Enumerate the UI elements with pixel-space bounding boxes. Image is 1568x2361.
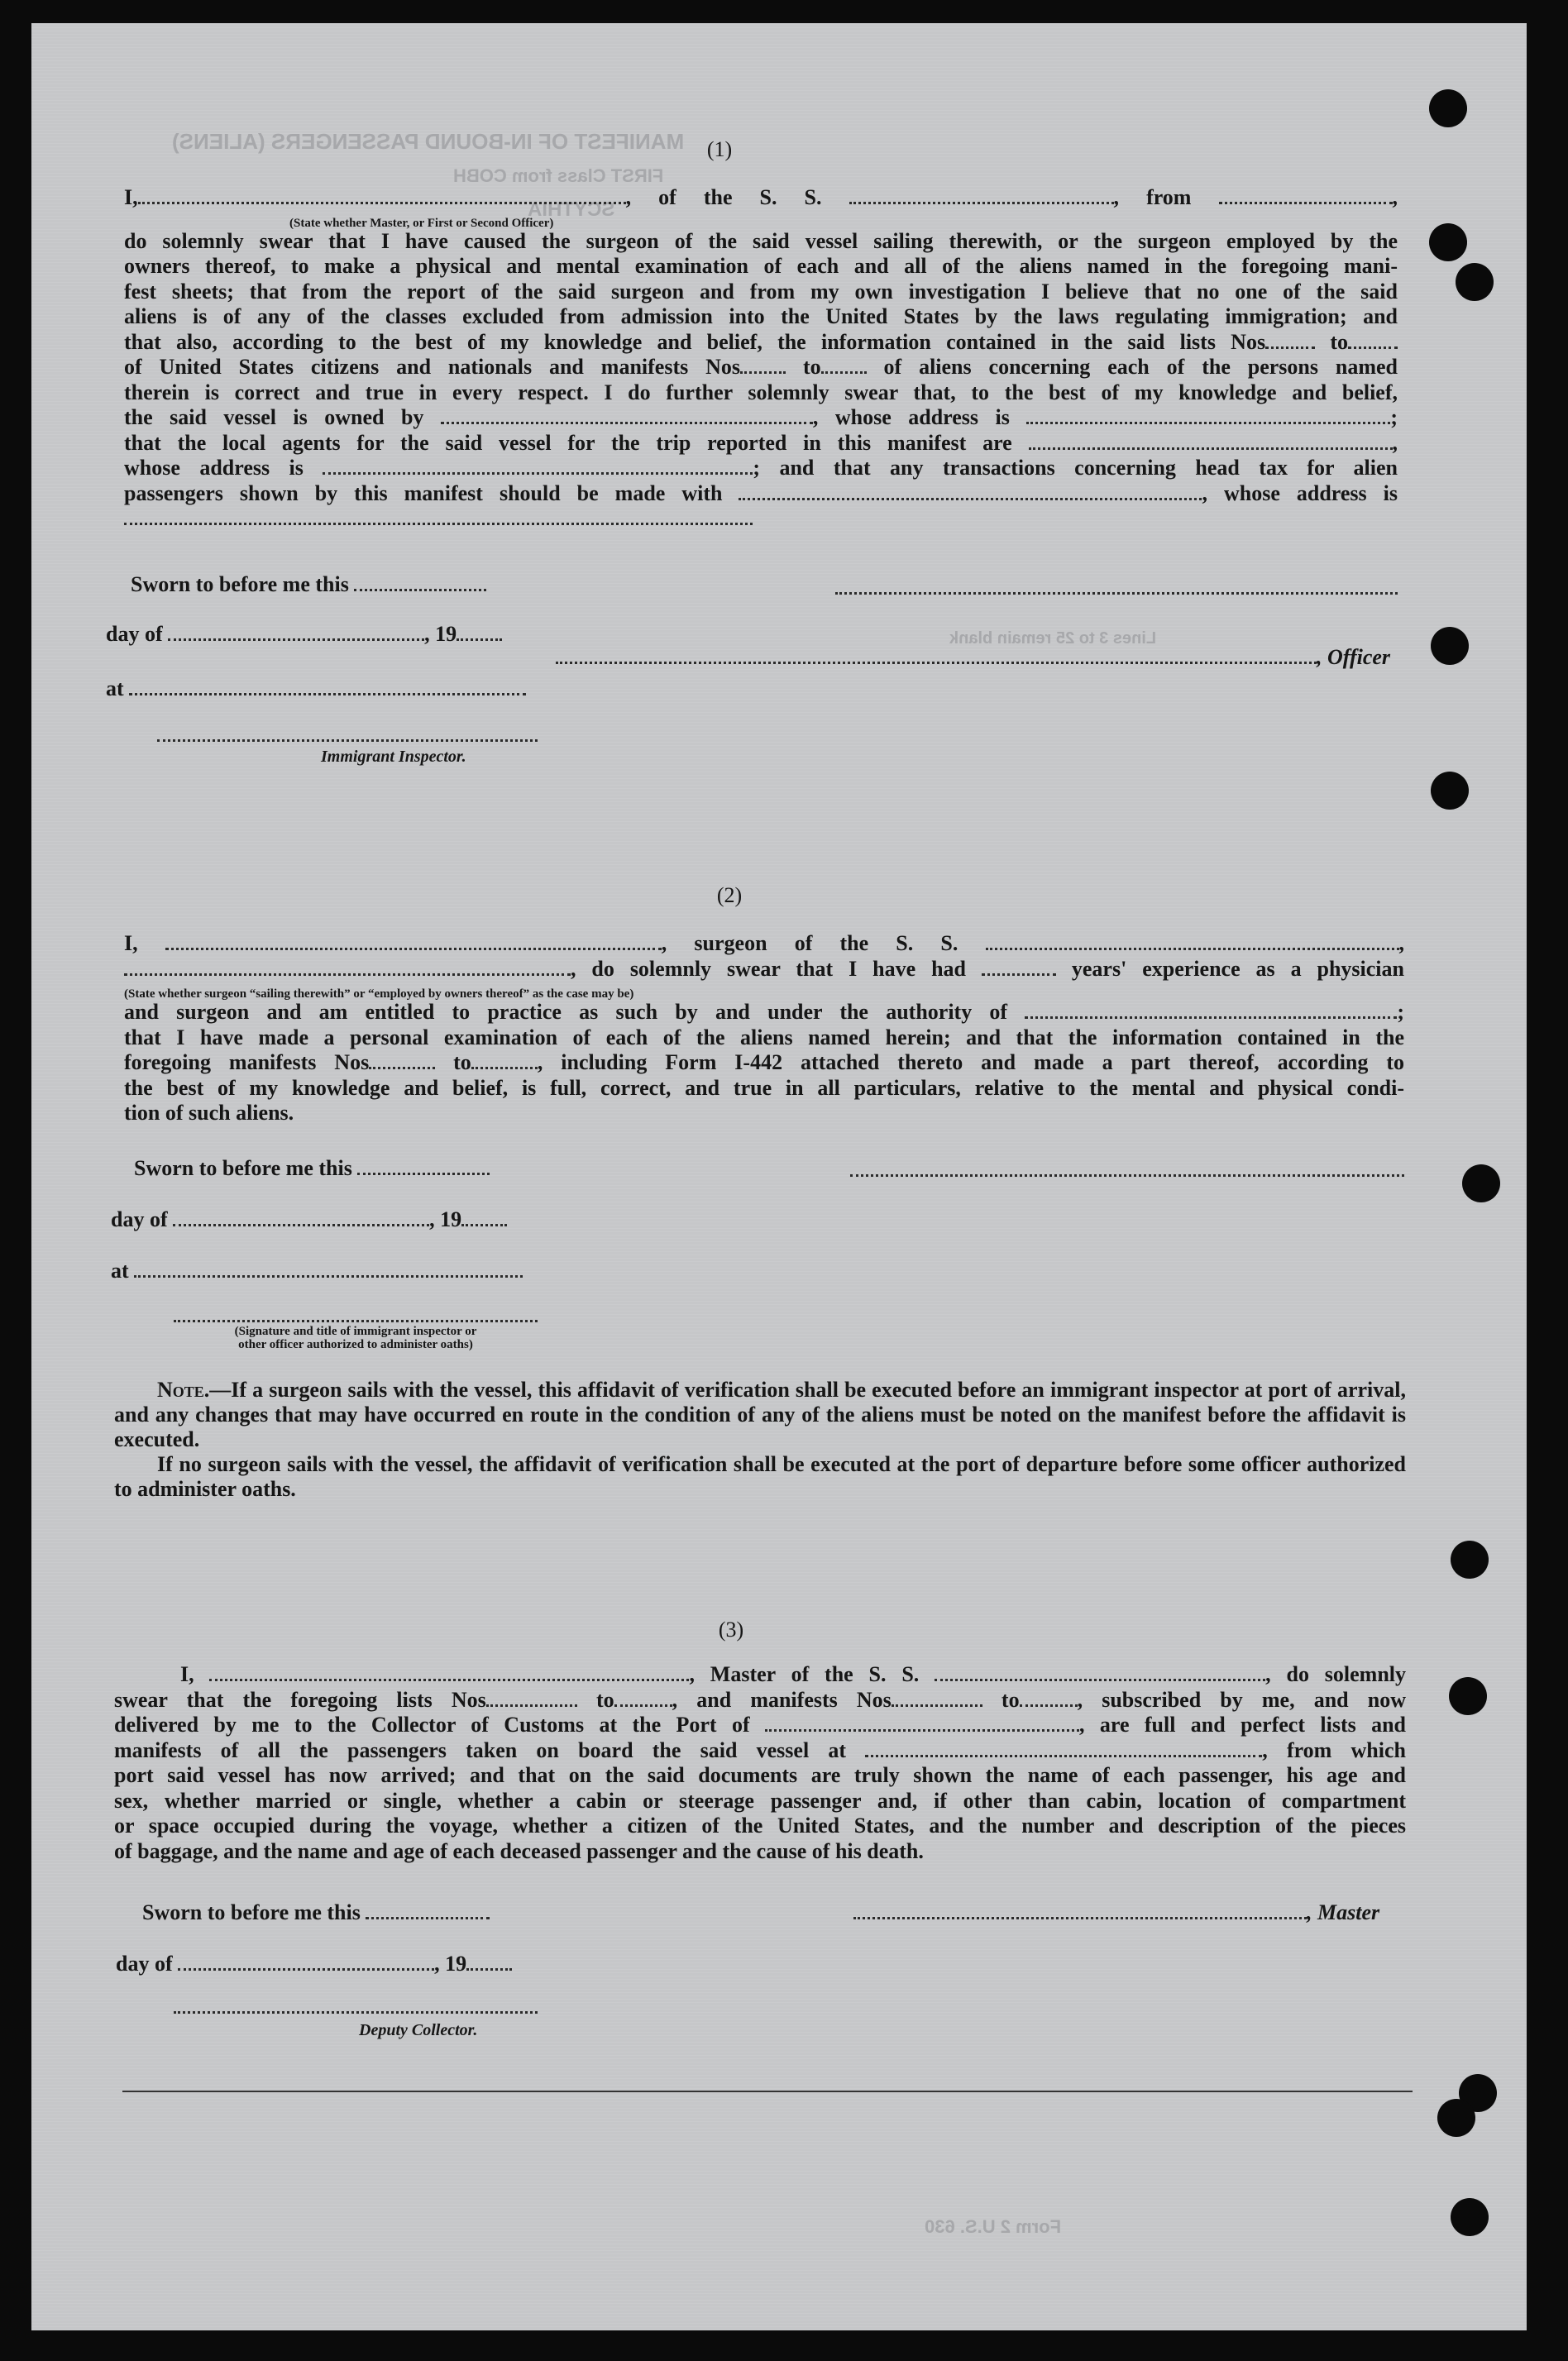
year-field[interactable]	[457, 624, 502, 641]
section-2-line-1: I, , surgeon of the S. S. ,	[124, 931, 1404, 955]
administering-officer-signature-line[interactable]	[174, 1320, 538, 1322]
section-1-day-of: day of , 19	[106, 622, 502, 647]
surgeon-note: Note.—If a surgeon sails with the vessel, this affidavit of verification shall be executed before an immigrant inspector at port of arrival, and any changes that may have occurred en route in the condition of any of the aliens must be noted on the manifest before the affidavit is executed.	[114, 1378, 1406, 1451]
place-field[interactable]	[134, 1260, 523, 1278]
place-field[interactable]	[129, 678, 526, 695]
section-2-line-6: the best of my knowledge and belief, is full, correct, and true in all particulars, relative to the mental and physical condi-	[124, 1075, 1404, 1100]
section-3-line-7: or space occupied during the voyage, whether a citizen of the United States, and the number and description of the pieces	[114, 1814, 1406, 1838]
port-of-delivery-field[interactable]	[765, 1714, 1079, 1732]
section-1-line-6: aliens is of any of the classes excluded from admission into the United States by the laws regulating immigration; and	[124, 304, 1398, 328]
faded-manifest-title: MANIFEST OF IN-BOUND PASSENGERS (ALIENS)	[172, 129, 685, 154]
section-3-line-1: I, , Master of the S. S. , do solemnly	[180, 1662, 1406, 1686]
years-experience-field[interactable]	[982, 958, 1056, 976]
name-field[interactable]	[138, 187, 626, 204]
section-2-paragraph	[124, 931, 1404, 1126]
section-2-line-3: and surgeon and am entitled to practice as such by and under the authority of ;	[124, 1000, 1404, 1024]
sworn-day-field[interactable]	[357, 1158, 490, 1175]
year-field[interactable]	[461, 1209, 507, 1226]
manifests-from-field[interactable]	[740, 356, 786, 374]
month-field[interactable]	[173, 1209, 429, 1226]
section-3-line-8: of baggage, and the name and age of each deceased passenger and the cause of his death.	[114, 1838, 924, 1863]
section-1-line-9: therein is correct and true in every respect. I do further solemnly swear that, to the best of my knowledge and belief,	[124, 380, 1398, 404]
section-3-sworn-label: Sworn to before me this	[142, 1900, 490, 1925]
section-1-line-12: whose address is ; and that any transactions concerning head tax for alien	[124, 456, 1398, 480]
manifests-to-field[interactable]	[821, 356, 867, 374]
section-2-sworn-label: Sworn to before me this	[134, 1156, 490, 1181]
section-1-line-14	[124, 506, 1398, 531]
section-1-line-13: passengers shown by this manifest should be made with , whose address is	[124, 480, 1398, 505]
section-1-line-5: fest sheets; that from the report of the said surgeon and from my own investigation I believe that no one of the said	[124, 279, 1398, 303]
section-1-number: (1)	[706, 137, 733, 161]
binder-hole	[1429, 89, 1467, 127]
section-1-line-7: that also, according to the best of my knowledge and belief, the information contained in the said lists Nos to	[124, 330, 1398, 356]
binder-hole	[1431, 627, 1469, 665]
no-surgeon-note: If no surgeon sails with the vessel, the affidavit of verification shall be executed at the port of departure before some officer authorized to administer oaths.	[114, 1452, 1406, 1501]
section-1-at: at	[106, 676, 526, 701]
year-field[interactable]	[466, 1953, 512, 1971]
officer-line: , Officer	[556, 645, 1390, 670]
section-3-line-5: port said vessel has now arrived; and that on the said documents are truly shown the name of each passenger, his age and	[114, 1763, 1406, 1787]
section-3-line-6: sex, whether married or single, whether a cabin or steerage passenger and, if other than cabin, location of compartment	[114, 1788, 1406, 1813]
port-from-field[interactable]	[1219, 187, 1393, 204]
officer-signature-line[interactable]	[835, 592, 1398, 595]
faded-form-number: Form 2 U.S. 630	[925, 2216, 1062, 2237]
lists-from-field[interactable]	[1265, 332, 1315, 349]
surgeon-manifests-from-field[interactable]	[369, 1052, 435, 1069]
binder-hole	[1451, 2198, 1489, 2236]
section-2-line-5: foregoing manifests Nos to , including Form I-442 attached thereto and made a part thereof, according to	[124, 1050, 1404, 1074]
authority-field[interactable]	[1025, 1001, 1397, 1019]
faded-vessel-name: SCYTHIA	[528, 198, 615, 221]
section-3-line-2: swear that the foregoing lists Nos to , and manifests Nos to , subscribed by me, and now	[114, 1687, 1406, 1712]
section-1-sworn-label: Sworn to before me this	[131, 572, 486, 597]
officer-signature-field[interactable]	[556, 647, 1317, 664]
section-3-line-3: delivered by me to the Collector of Customs at the Port of , are full and perfect lists and	[114, 1713, 1406, 1737]
deputy-collector-caption: Deputy Collector.	[359, 2021, 478, 2039]
section-3-number: (3)	[718, 1618, 744, 1642]
surgeon-vessel-field[interactable]	[986, 933, 1399, 950]
master-manifests-from-field[interactable]	[892, 1690, 982, 1707]
section-2-number: (2)	[716, 883, 743, 907]
section-1-line-10: the said vessel is owned by , whose address is ;	[124, 405, 1398, 429]
manifest-verification-page	[31, 23, 1527, 2330]
lists-to-field[interactable]	[1348, 332, 1398, 349]
port-of-embarkation-field[interactable]	[865, 1740, 1262, 1757]
agents-field[interactable]	[1029, 433, 1393, 450]
section-2-line-2: , do solemnly swear that I have had years' experience as a physician	[124, 957, 1404, 982]
section-2-line-4: that I have made a personal examination of each of the aliens named herein; and that the information contained in the	[124, 1025, 1404, 1049]
section-1-caption-line	[124, 211, 1398, 229]
vessel-field[interactable]	[849, 187, 1114, 204]
binder-hole	[1449, 1677, 1487, 1715]
officer-rank-caption: (State whether Master, or First or Second Officer)	[289, 216, 554, 229]
master-manifests-to-field[interactable]	[1020, 1690, 1078, 1707]
binder-hole	[1462, 1164, 1500, 1202]
section-3-day-of: day of , 19	[116, 1952, 512, 1976]
bottom-rule	[122, 2091, 1413, 2092]
surgeon-name-field[interactable]	[165, 933, 662, 950]
sworn-day-field[interactable]	[354, 574, 486, 591]
section-1-line-4: owners thereof, to make a physical and mental examination of each and all of the aliens named in the foregoing mani-	[124, 254, 1398, 278]
section-2-day-of: day of , 19	[111, 1207, 507, 1232]
head-tax-address-field[interactable]	[124, 508, 753, 525]
binder-hole	[1429, 223, 1467, 261]
section-3-line-4: manifests of all the passengers taken on board the said vessel at , from which	[114, 1737, 1406, 1762]
section-1-line-11: that the local agents for the said vessel for the trip reported in this manifest are ,	[124, 430, 1398, 455]
master-signature-field[interactable]	[853, 1902, 1307, 1919]
section-1-line-1: I, , of the S. S. , from ,	[124, 185, 1398, 209]
month-field[interactable]	[168, 624, 424, 641]
master-vessel-field[interactable]	[935, 1664, 1265, 1681]
surgeon-status-field[interactable]	[124, 958, 571, 976]
faded-class-line: FIRST Class from COBH	[453, 165, 664, 186]
master-lists-to-field[interactable]	[614, 1690, 672, 1707]
master-signature-line: , Master	[853, 1900, 1379, 1925]
binder-hole	[1437, 2099, 1475, 2137]
immigrant-inspector-caption: Immigrant Inspector.	[321, 748, 466, 766]
section-1-line-3: do solemnly swear that I have caused the surgeon of the said vessel sailing therewith, or the surgeon employed by the	[124, 228, 1398, 253]
surgeon-manifests-to-field[interactable]	[471, 1052, 538, 1069]
master-name-field[interactable]	[209, 1664, 689, 1681]
surgeon-status-caption: (State whether surgeon “sailing therewith” or “employed by owners thereof” as the case may be)	[124, 987, 634, 1000]
agents-address-field[interactable]	[323, 457, 753, 475]
section-2-caption-line	[124, 982, 1404, 1000]
section-2-at: at	[111, 1259, 523, 1283]
head-tax-party-field[interactable]	[739, 483, 1202, 500]
note-label: Note.	[157, 1378, 210, 1402]
surgeon-signature-line[interactable]	[850, 1174, 1404, 1177]
master-lists-from-field[interactable]	[486, 1690, 577, 1707]
faded-stamp: Lines 3 to 25 remain blank	[949, 629, 1157, 648]
signature-title-caption: (Signature and title of immigrant inspector or other officer authorized to administer oaths)	[234, 1325, 477, 1351]
month-field[interactable]	[178, 1953, 434, 1971]
collector-signature-line[interactable]	[174, 2011, 538, 2014]
section-1-line-8: of United States citizens and nationals and manifests Nos to of aliens concerning each of the persons named	[124, 355, 1398, 379]
sworn-day-field[interactable]	[366, 1902, 490, 1919]
inspector-signature-line[interactable]	[157, 739, 538, 742]
binder-hole	[1451, 1541, 1489, 1579]
binder-hole	[1456, 263, 1494, 301]
binder-hole	[1431, 772, 1469, 810]
owner-field[interactable]	[441, 407, 813, 424]
owner-address-field[interactable]	[1026, 407, 1390, 424]
section-2-line-7: tion of such aliens.	[124, 1101, 294, 1125]
section-3-paragraph	[114, 1662, 1406, 1864]
section-1-paragraph	[124, 185, 1398, 531]
